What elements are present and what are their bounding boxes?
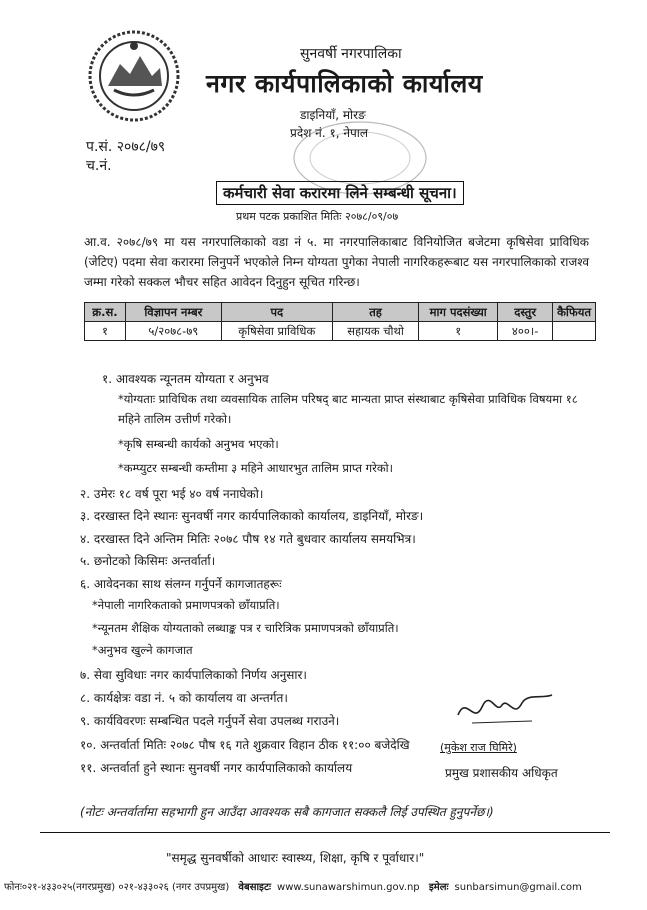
table-cell: ४००।- xyxy=(498,322,553,341)
requirement-subitem: *नेपाली नागरिकताको प्रमाणपत्रको छाँयाप्रति। xyxy=(92,598,280,612)
requirement-subitem: *कृषि सम्बन्धी कार्यको अनुभव भएको। xyxy=(118,437,279,451)
table-cell: सहायक चौथो xyxy=(332,322,418,341)
requirement-item: ३. दरखास्त दिने स्थानः सुनवर्षी नगर कार्यपालिकाको कार्यालय, डाइनियाँ, मोरङ। xyxy=(80,509,424,523)
address-line1: डाइनियाँ, मोरङ xyxy=(300,108,366,122)
requirement-item: ८. कार्यक्षेत्रः वडा नं. ५ को कार्यालय वा अन्तर्गत। xyxy=(80,691,288,705)
notice-note: (नोटः अन्तर्वार्तामा सहभागी हुन आउँदा आवश्यक सबै कागजात सक्कलै लिई उपस्थित हुनुपर्नेछ।) xyxy=(80,805,494,819)
footer-email-label: इमेलः xyxy=(428,882,449,893)
table-header-cell: पद xyxy=(221,303,332,322)
requirement-item: २. उमेरः १८ वर्ष पूरा भई ४० वर्ष ननाघेको। xyxy=(80,487,264,501)
requirement-item: ६. आवेदनका साथ संलग्न गर्नुपर्ने कागजातहरूः xyxy=(80,577,282,591)
footer-phone: फोनः०२१-४३३०२५(नगरप्रमुख) ०२१-४३३०२६ (नगर उपप्रमुख) xyxy=(4,882,230,893)
signatory-name: (मुकेश राज घिमिरे) xyxy=(440,741,517,754)
requirement-item: ५. छनोटको किसिमः अन्तर्वार्ता। xyxy=(80,554,216,568)
footer-contact xyxy=(4,879,588,893)
requirement-subitem: *अनुभव खुल्ने कागजात xyxy=(92,643,193,657)
signatory-title: प्रमुख प्रशासकीय अधिकृत xyxy=(445,766,558,780)
notice-title: कर्मचारी सेवा करारमा लिने सम्बन्धी सूचना। xyxy=(216,181,464,205)
published-date: प्रथम पटक प्रकाशित मितिः २०७८/०९/०७ xyxy=(236,210,399,223)
requirement-item: ११. अन्तर्वार्ता हुने स्थानः सुनवर्षी नगर कार्यपालिकाको कार्यालय xyxy=(80,761,353,775)
footer-website-label: वेबसाइटः xyxy=(238,882,272,893)
requirement-subitem: *न्यूनतम शैक्षिक योग्यताको लब्धाङ्क पत्र र चारित्रिक प्रमाणपत्रको छाँयाप्रति। xyxy=(92,621,399,635)
reference-number: प.सं. २०७८/७९ xyxy=(86,139,166,155)
requirement-subitem: *कम्प्युटर सम्बन्धी कम्तीमा ३ महिने आधारभुत तालिम प्राप्त गरेको। xyxy=(118,461,394,475)
table-header-cell: माग पदसंख्या xyxy=(419,303,498,322)
table-cell: १ xyxy=(85,322,126,341)
vacancy-table xyxy=(84,302,596,341)
notice-intro: आ.व. २०७८/७९ मा यस नगरपालिकाको वडा नं ५. मा नगरपालिकाबाट विनियोजित बजेटमा कृषिसेवा प्राविधिक (जेटिए) पदमा सेवा करारमा लिनुपर्ने भएकोले निम्न योग्यता पुगेका नेपाली नागरिकहरूबाट यस नगरपालिकाको राजश्व जम्मा गरेको सक्कल भौचर सहित आवेदन दिनुहुन सूचित गरिन्छ। xyxy=(84,235,589,289)
footer-slogan: "समृद्ध सुनवर्षीको आधारः स्वास्थ्य, शिक्षा, कृषि र पूर्वाधार।" xyxy=(166,851,425,865)
footer-website-link[interactable]: www.sunawarshimun.gov.np xyxy=(277,882,420,893)
table-header-cell: दस्तुर xyxy=(498,303,553,322)
table-header-cell: तह xyxy=(332,303,418,322)
footer-email-link[interactable]: sunbarsimun@gmail.com xyxy=(454,882,582,893)
org-name: सुनवर्षी नगरपालिका xyxy=(300,46,402,62)
address-line2: प्रदेश नं. १, नेपाल xyxy=(290,126,369,140)
requirement-item: ४. दरखास्त दिने अन्तिम मितिः २०७८ पौष १४ गते बुधवार कार्यालय समयभित्र। xyxy=(80,532,416,546)
table-header-cell: विज्ञापन नम्बर xyxy=(125,303,221,322)
table-cell: १ xyxy=(419,322,498,341)
table-header-row xyxy=(85,303,596,322)
requirement-item: १. आवश्यक न्यूनतम योग्यता र अनुभव xyxy=(102,372,269,386)
table-header-cell: कैफियत xyxy=(553,303,596,322)
signature-icon xyxy=(452,685,562,730)
requirement-item: ७. सेवा सुविधाः नगर कार्यपालिकाको निर्णय अनुसार। xyxy=(80,668,307,682)
dispatch-number: च.नं. xyxy=(86,158,112,174)
requirement-item: ९. कार्यविवरणः सम्बन्धित पदले गर्नुपर्ने सेवा उपलब्ध गराउने। xyxy=(80,714,340,728)
table-header-cell: क्र.स. xyxy=(85,303,126,322)
table-row xyxy=(85,322,596,341)
table-cell: कृषिसेवा प्राविधिक xyxy=(221,322,332,341)
nepal-government-emblem-icon xyxy=(86,28,182,124)
table-cell xyxy=(553,322,596,341)
office-name: नगर कार्यपालिकाको कार्यालय xyxy=(206,69,483,98)
footer-divider xyxy=(40,832,610,833)
requirement-item: १०. अन्तर्वार्ता मितिः २०७८ पौष १६ गते शुक्रवार विहान ठीक ११:०० बजेदेखि xyxy=(80,738,410,752)
requirement-subitem: *योग्यताः प्राविधिक तथा व्यवसायिक तालिम परिषद् बाट मान्यता प्राप्त संस्थाबाट कृषिसेवा प्राविधिक विषयमा १८ महिने तालिम उत्तीर्ण गरेको। xyxy=(118,392,578,426)
table-cell: ५/२०७८-७९ xyxy=(125,322,221,341)
